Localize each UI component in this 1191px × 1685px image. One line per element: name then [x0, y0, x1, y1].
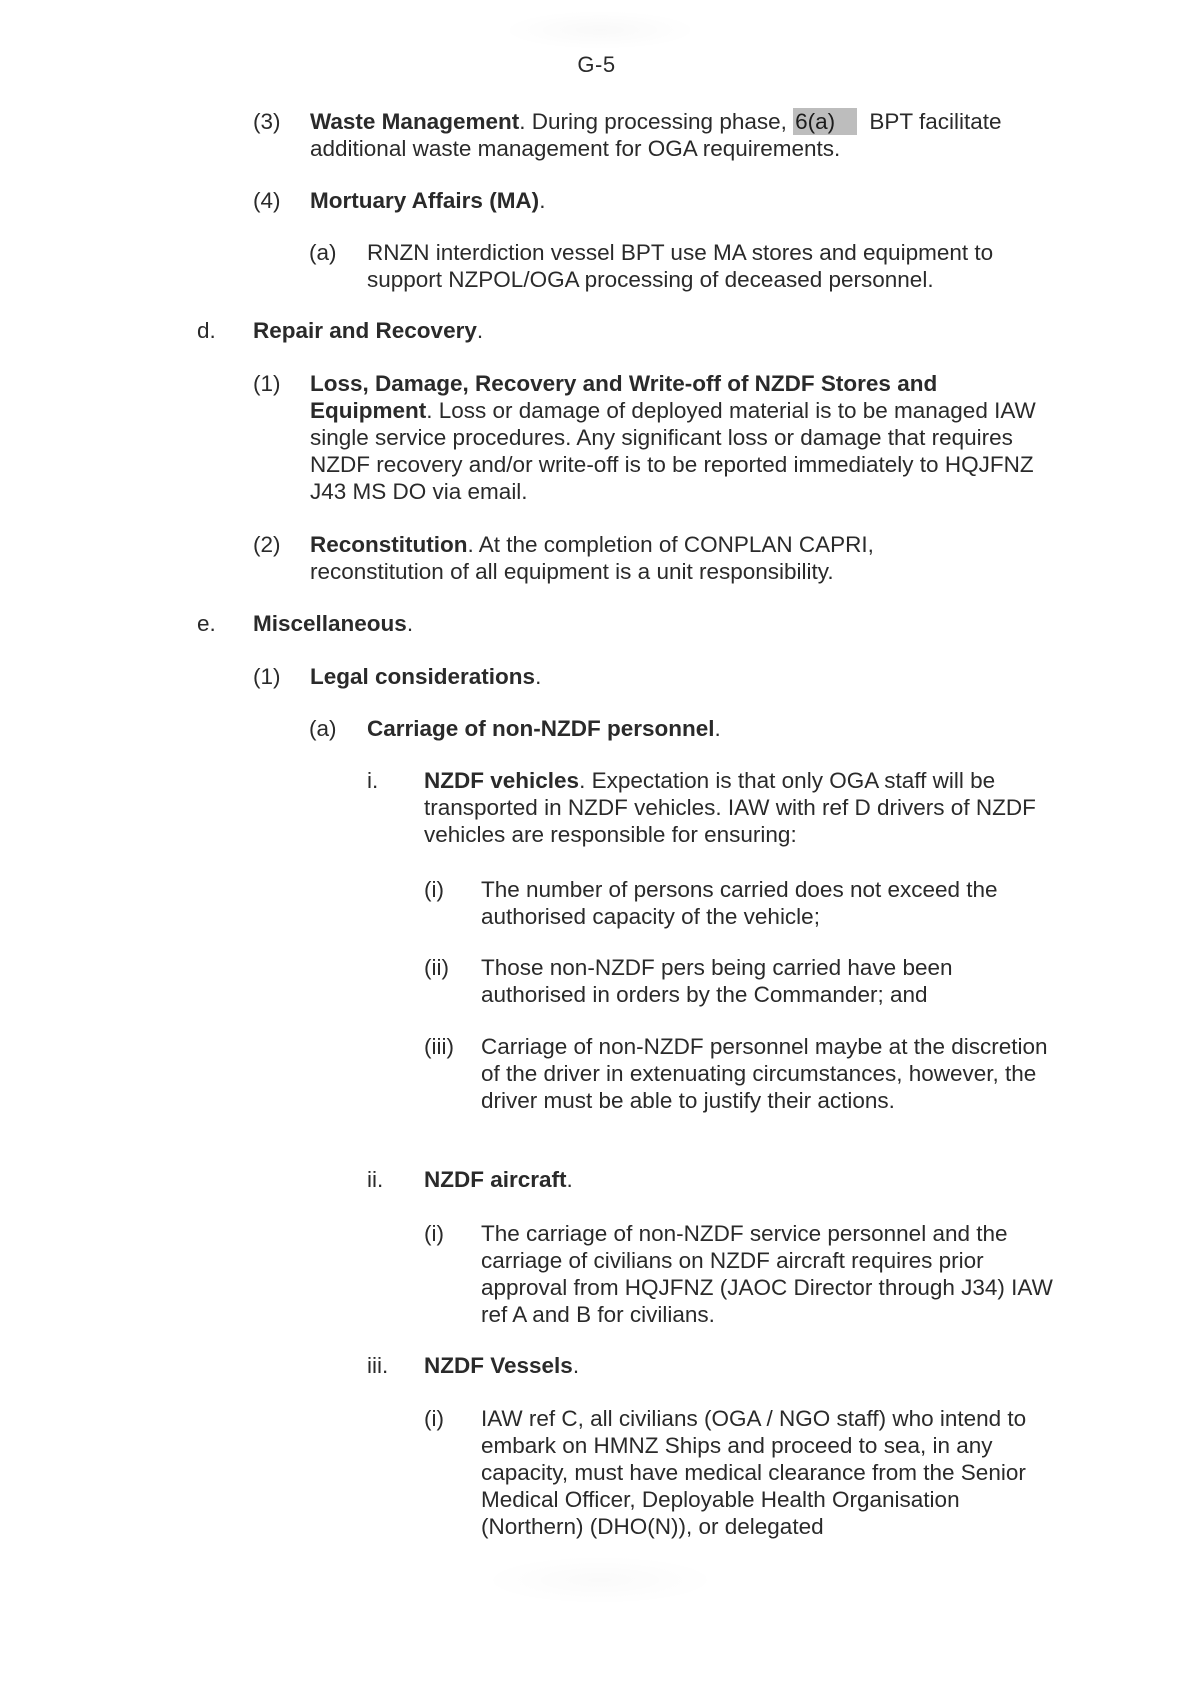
repair-heading: [253, 317, 1053, 344]
reconstitution-label: (2): [253, 532, 281, 557]
loss-label: (1): [253, 371, 281, 396]
vessels-point-label: (i): [424, 1406, 444, 1431]
scan-smudge-bottom: [480, 1555, 720, 1605]
misc-title: Miscellaneous: [253, 611, 407, 636]
misc-heading: [253, 610, 1053, 637]
waste-text-before: . During processing phase,: [519, 109, 794, 134]
page-number: G-5: [577, 52, 616, 77]
carriage-label: (a): [309, 716, 337, 741]
waste-label: (3): [253, 109, 281, 134]
carriage-heading: [367, 715, 1052, 742]
mortuary-label: (4): [253, 188, 281, 213]
mortuary-heading: [310, 187, 1050, 214]
loss-paragraph: [310, 370, 1050, 505]
vehicles-point-text: The number of persons carried does not exceed the authorised capacity of the vehicle;: [481, 877, 998, 929]
repair-text: .: [476, 318, 484, 343]
waste-paragraph: [310, 108, 1050, 162]
legal-text: .: [535, 664, 542, 689]
carriage-title: Carriage of non-NZDF personnel: [367, 716, 715, 741]
aircraft-title: NZDF aircraft: [424, 1167, 567, 1192]
aircraft-point-label: (i): [424, 1221, 444, 1246]
waste-text-after: BPT facilitate additional waste management for OGA requirements.: [310, 109, 1002, 161]
vehicles-point-label: (ii): [424, 955, 449, 980]
misc-label: e.: [197, 611, 216, 636]
reconstitution-text: . At the completion of CONPLAN CAPRI, reconstitution of all equipment is a unit responsibility.: [310, 532, 874, 584]
mortuary-a-text: RNZN interdiction vessel BPT use MA stores and equipment to support NZPOL/OGA processing of deceased personnel.: [367, 240, 994, 292]
reconstitution-paragraph: [310, 531, 990, 585]
mortuary-text: .: [539, 188, 546, 213]
mortuary-title: Mortuary Affairs (MA): [310, 188, 540, 213]
vehicles-point-label: (iii): [424, 1034, 454, 1059]
legal-label: (1): [253, 664, 281, 689]
vessels-text: .: [572, 1353, 580, 1378]
vehicles-label: i.: [367, 768, 379, 793]
loss-text: . Loss or damage of deployed material is to be managed IAW single service procedures. Any significant loss or damage that requires NZDF recovery and/or write-off is to be reported immediately to HQJFNZ J43 MS DO via email.: [310, 398, 1036, 504]
reconstitution-title: Reconstitution: [310, 532, 468, 557]
repair-title: Repair and Recovery: [253, 318, 477, 343]
vehicles-text: . Expectation is that only OGA staff will be transported in NZDF vehicles. IAW with ref D drivers of NZDF vehicles are responsible for ensuring:: [424, 768, 1036, 847]
vehicles-title: NZDF vehicles: [424, 768, 580, 793]
vessels-label: iii.: [367, 1353, 389, 1378]
vessels-point-text: IAW ref C, all civilians (OGA / NGO staff) who intend to embark on HMNZ Ships and proceed to sea, in any capacity, must have medical clearance from the Senior Medical Officer, Deployable Health Organisation (Northern) (DHO(N)), or delegated: [481, 1406, 1027, 1539]
legal-heading: [310, 663, 1050, 690]
carriage-text: .: [714, 716, 721, 741]
vehicles-paragraph: [424, 767, 1054, 848]
scan-smudge-top: [500, 10, 700, 50]
vehicles-point-label: (i): [424, 877, 444, 902]
aircraft-heading: [424, 1166, 1044, 1193]
vessels-heading: [424, 1352, 1044, 1379]
aircraft-text: .: [566, 1167, 573, 1192]
redaction-box: 6(a): [793, 108, 857, 135]
waste-title: Waste Management: [310, 109, 520, 134]
vessels-title: NZDF Vessels: [424, 1353, 573, 1378]
legal-title: Legal considerations: [310, 664, 536, 689]
mortuary-a-label: (a): [309, 240, 337, 265]
vehicles-point-text: Those non-NZDF pers being carried have been authorised in orders by the Commander; and: [481, 955, 953, 1007]
repair-label: d.: [197, 318, 216, 343]
aircraft-label: ii.: [367, 1167, 384, 1192]
misc-text: .: [406, 611, 414, 636]
vehicles-point-text: Carriage of non-NZDF personnel maybe at the discretion of the driver in extenuating circumstances, however, the driver must be able to justify their actions.: [481, 1034, 1048, 1113]
aircraft-point-text: The carriage of non-NZDF service personnel and the carriage of civilians on NZDF aircraft requires prior approval from HQJFNZ (JAOC Director through J34) IAW ref A and B for civilians.: [481, 1221, 1053, 1327]
loss-title: Loss, Damage, Recovery and Write-off of NZDF Stores and Equipment: [310, 371, 938, 423]
